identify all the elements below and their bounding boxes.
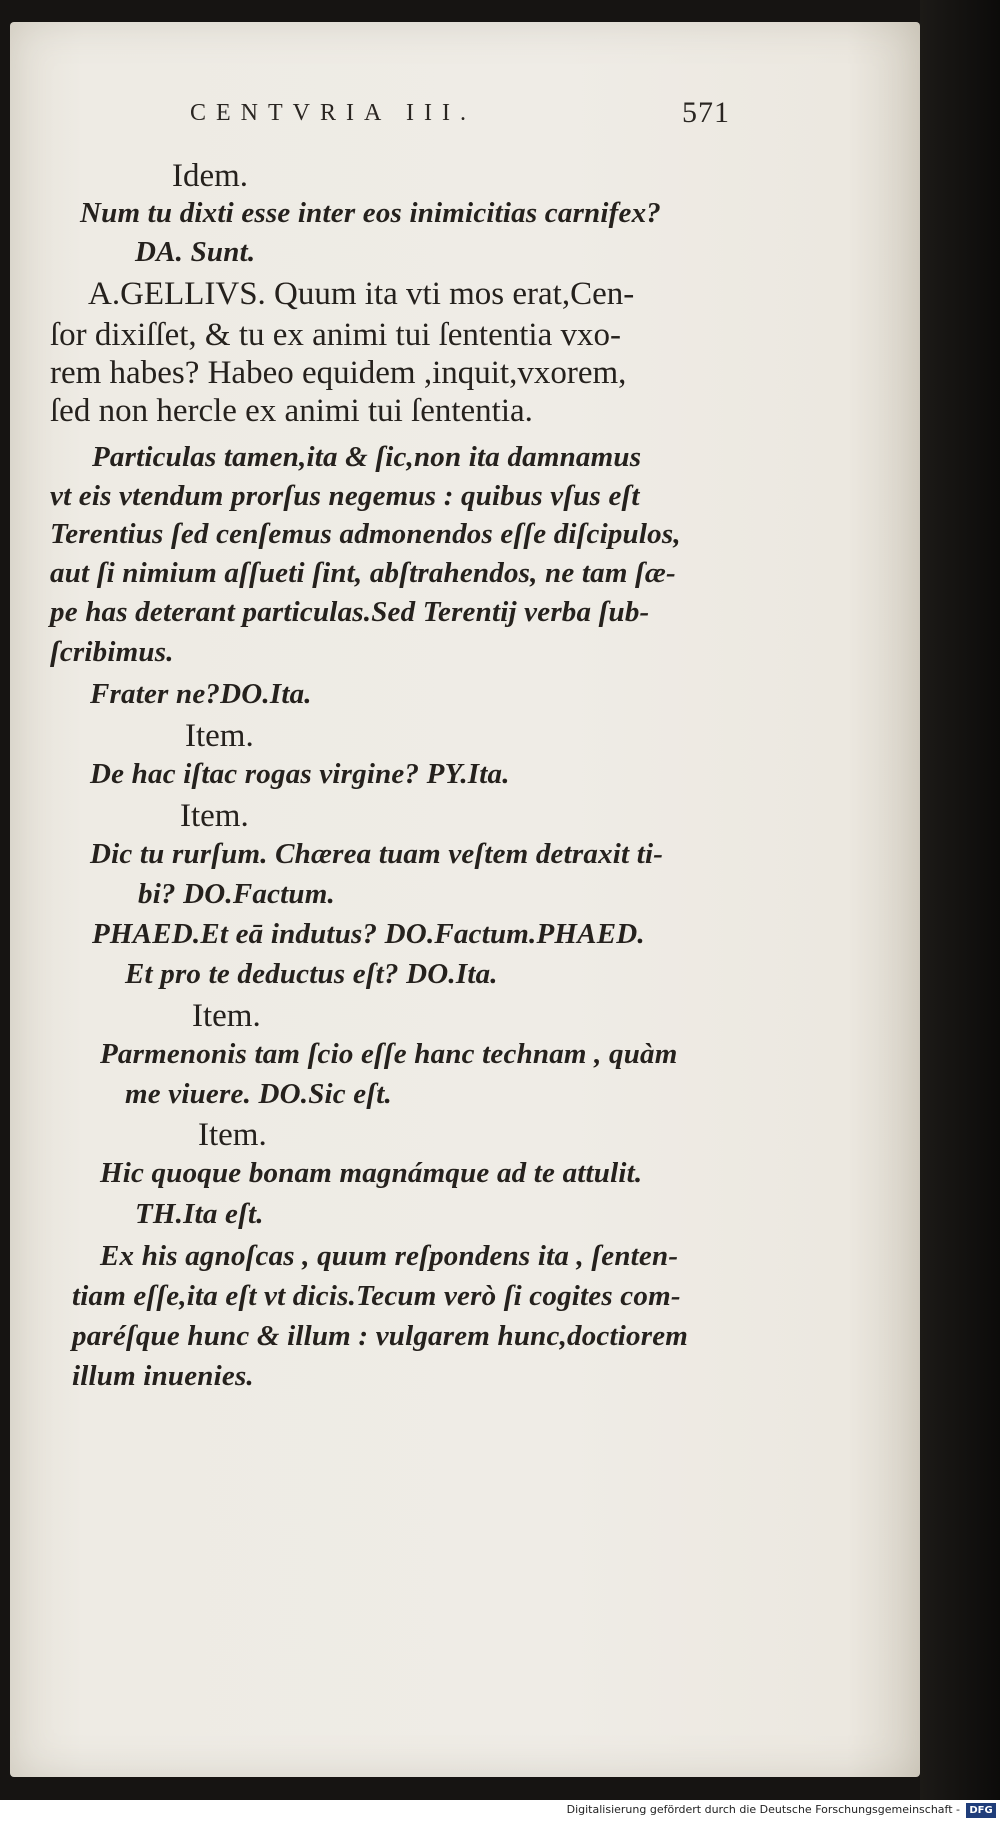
text-line: A.GELLIVS. Quum ita vti mos erat,Cen- — [88, 276, 635, 312]
text-line: pe has deterant particulas.Sed Terentij verba ſub- — [50, 596, 650, 628]
text-line: vt eis vtendum prorſus negemus : quibus vſus eſt — [50, 480, 640, 512]
text-line: Et pro te deductus eſt? DO.Ita. — [125, 958, 498, 990]
text-line: ſed non hercle ex animi tui ſententia. — [50, 393, 533, 429]
page-header — [190, 96, 730, 129]
text-line: Particulas tamen,ita & ſic,non ita damnamus — [92, 441, 642, 473]
text-line: aut ſi nimium aſſueti ſint, abſtrahendos, ne tam ſæ- — [50, 557, 676, 589]
text-line: paréſque hunc & illum : vulgarem hunc,doctiorem — [72, 1320, 689, 1352]
text-line: Parmenonis tam ſcio eſſe hanc technam , quàm — [100, 1038, 678, 1070]
text-line: Item. — [180, 798, 249, 834]
text-line: rem habes? Habeo equidem ,inquit,vxorem, — [50, 355, 627, 391]
text-line: tiam eſſe,ita eſt vt dicis.Tecum verò ſi cogites com- — [72, 1280, 681, 1312]
text-line: ſcribimus. — [50, 636, 174, 668]
text-line: Ex his agnoſcas , quum reſpondens ita , ſenten- — [100, 1240, 679, 1272]
text-line: PHAED.Et eā indutus? DO.Factum.PHAED. — [92, 918, 645, 950]
text-line: Terentius ſed cenſemus admonendos eſſe diſcipulos, — [50, 518, 681, 550]
text-line: Item. — [192, 998, 261, 1034]
text-line: DA. Sunt. — [135, 236, 256, 268]
text-line: Dic tu rurſum. Chærea tuam veſtem detraxit ti- — [90, 838, 664, 870]
scan-border — [920, 0, 1000, 1822]
running-head: CENTVRIA III. — [190, 100, 476, 126]
text-line: ſor dixiſſet, & tu ex animi tui ſententia vxo- — [50, 317, 621, 353]
text-line: TH.Ita eſt. — [135, 1198, 264, 1230]
text-line: Hic quoque bonam magnámque ad te attulit. — [100, 1157, 643, 1189]
text-line: bi? DO.Factum. — [138, 878, 335, 910]
text-line: De hac iſtac rogas virgine? PY.Ita. — [90, 758, 510, 790]
digitization-footer — [0, 1800, 1000, 1822]
text-line: Idem. — [172, 158, 249, 194]
text-line: Frater ne?DO.Ita. — [90, 678, 312, 710]
text-line: me viuere. DO.Sic eſt. — [125, 1078, 392, 1110]
text-line: Item. — [185, 718, 254, 754]
text-line: Num tu dixti esse inter eos inimicitias carnifex? — [80, 197, 661, 229]
text-line: illum inuenies. — [72, 1360, 254, 1392]
text-line: Item. — [198, 1117, 267, 1153]
dfg-logo: DFG — [966, 1803, 996, 1818]
funding-credit: Digitalisierung gefördert durch die Deutsche Forschungsgemeinschaft - — [566, 1803, 960, 1816]
page-number: 571 — [682, 96, 730, 129]
